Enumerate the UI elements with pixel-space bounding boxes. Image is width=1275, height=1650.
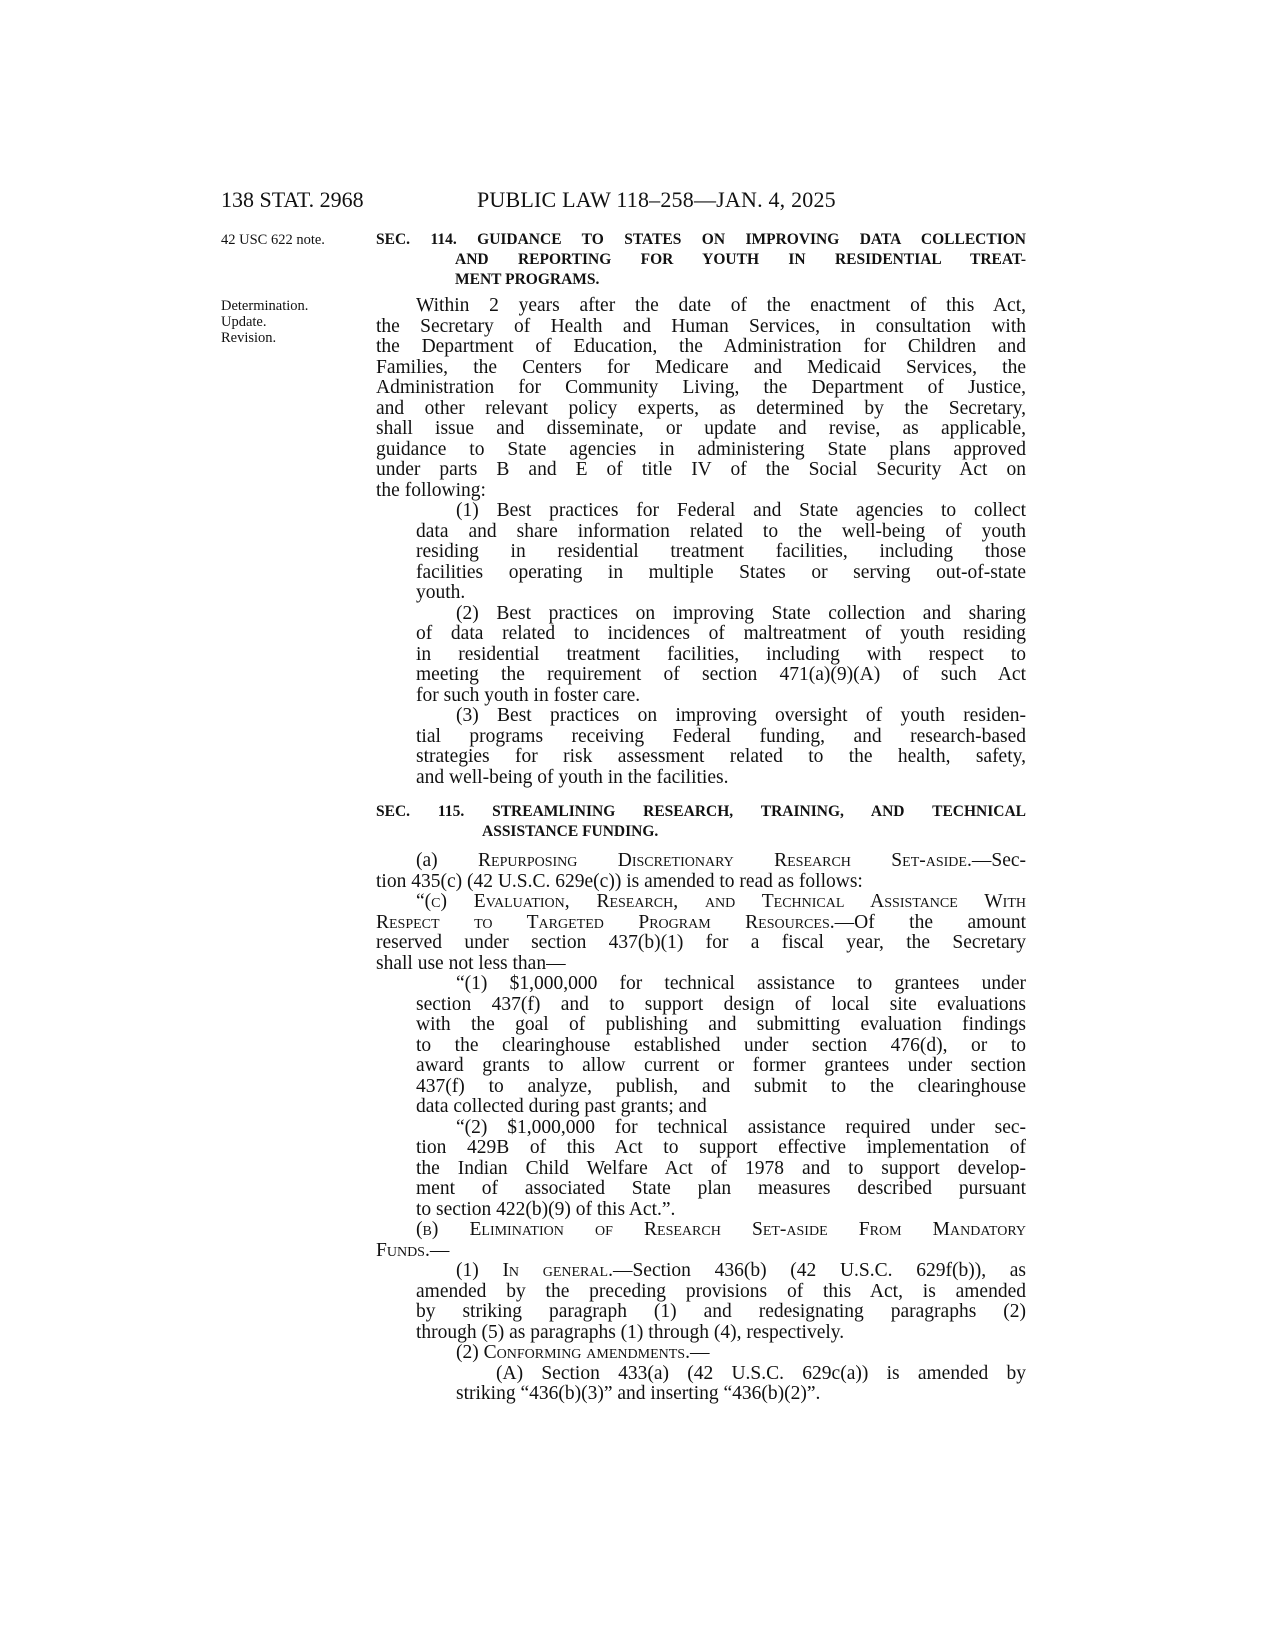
run: “(c) bbox=[416, 892, 474, 912]
heading-line: SEC. 114. GUIDANCE TO STATES ON IMPROVING DATA COLLECTION bbox=[376, 231, 1026, 248]
run: (a) bbox=[416, 851, 479, 871]
paragraph-title: Conforming amendments bbox=[483, 1343, 686, 1363]
text-line: amended by the preceding provisions of this Act, is amended bbox=[416, 1281, 1026, 1302]
run: (2) bbox=[456, 1343, 484, 1363]
sec115-quoted-subsection-c bbox=[376, 892, 1026, 974]
text-line: section 437(f) and to support design of local site evaluations bbox=[416, 994, 1026, 1015]
text-line: Administration for Community Living, the Department of Justice, bbox=[376, 378, 1026, 398]
run: .—Sec- bbox=[966, 851, 1026, 871]
text-line: facilities operating in multiple States or serving out-of-state bbox=[416, 562, 1026, 583]
sec114-heading bbox=[376, 230, 1026, 290]
text-line: and well-being of youth in the facilities. bbox=[416, 767, 729, 788]
run: (b) bbox=[416, 1220, 470, 1240]
text-line: meeting the requirement of section 471(a)(9)(A) of such Act bbox=[416, 665, 1026, 685]
text-line: youth. bbox=[416, 583, 466, 603]
text-line bbox=[416, 1261, 1026, 1282]
run: .—Section 436(b) (42 U.S.C. 629f(b)), as bbox=[608, 1261, 1026, 1281]
sec115-subsection-b bbox=[376, 1220, 1026, 1261]
subsection-c-title: Respect to Targeted Program Resources bbox=[376, 912, 830, 933]
text-line: Within 2 years after the date of the enactment of this Act, bbox=[416, 296, 1026, 316]
margin-note-determination: Determination. bbox=[221, 298, 309, 314]
text-line: tion 429B of this Act to support effective implementation of bbox=[416, 1138, 1026, 1158]
text-line bbox=[376, 1241, 1026, 1262]
text-line bbox=[416, 1343, 1026, 1364]
text-line: of data related to incidences of maltreatment of youth residing bbox=[416, 624, 1026, 644]
sec114-paragraph-3 bbox=[376, 706, 1026, 788]
text-line: (A) Section 433(a) (42 U.S.C. 629c(a)) is amended by bbox=[496, 1363, 1026, 1384]
run: (1) bbox=[456, 1261, 503, 1281]
run: .—Of the amount bbox=[829, 912, 1026, 933]
heading-line: MENT PROGRAMS. bbox=[455, 271, 600, 288]
subsection-a-title: Repurposing Discretionary Research Set-aside bbox=[478, 851, 967, 871]
text-line: striking “436(b)(3)” and inserting “436(b)(2)”. bbox=[456, 1384, 821, 1404]
subsection-b-title: Elimination of Research Set-aside From Mandatory bbox=[469, 1220, 1026, 1240]
subsection-b-title: Funds bbox=[376, 1240, 425, 1261]
text-line: “(1) $1,000,000 for technical assistance to grantees under bbox=[456, 974, 1026, 994]
margin-note-usc: 42 USC 622 note. bbox=[221, 232, 325, 248]
subsection-c-title: Evaluation, Research, and Technical Assistance With bbox=[473, 892, 1026, 912]
text-line: guidance to State agencies in administering State plans approved bbox=[376, 439, 1026, 460]
text-line: strategies for risk assessment related to the health, safety, bbox=[416, 747, 1026, 767]
text-line: shall issue and disseminate, or update and revise, as applicable, bbox=[376, 419, 1026, 439]
text-line: the Department of Education, the Administration for Children and bbox=[376, 337, 1026, 357]
sec115-b-paragraph-1 bbox=[376, 1261, 1026, 1343]
text-line: for such youth in foster care. bbox=[416, 685, 641, 706]
sec115-subsection-a bbox=[376, 851, 1026, 892]
sec114-paragraph-2 bbox=[376, 604, 1026, 707]
sec114-paragraph-1 bbox=[376, 501, 1026, 604]
text-line: (1) Best practices for Federal and State agencies to collect bbox=[456, 501, 1026, 521]
sec115-b-subparagraph-A bbox=[376, 1364, 1026, 1405]
text-line: to section 422(b)(9) of this Act.”. bbox=[416, 1199, 676, 1220]
text-line: shall use not less than— bbox=[376, 953, 566, 974]
text-line: (2) Best practices on improving State collection and sharing bbox=[456, 603, 1026, 624]
text-line: residing in residential treatment facilities, including those bbox=[416, 542, 1026, 562]
text-line bbox=[376, 851, 1026, 872]
margin-note-revision: Revision. bbox=[221, 330, 277, 346]
text-line: 437(f) to analyze, publish, and submit to the clearinghouse bbox=[416, 1076, 1026, 1097]
text-line: reserved under section 437(b)(1) for a fiscal year, the Secretary bbox=[376, 933, 1026, 953]
text-line: the Indian Child Welfare Act of 1978 and to support develop- bbox=[416, 1158, 1026, 1179]
text-line: award grants to allow current or former grantees under section bbox=[416, 1056, 1026, 1076]
run: .— bbox=[685, 1343, 710, 1363]
text-line: Families, the Centers for Medicare and Medicaid Services, the bbox=[376, 357, 1026, 378]
margin-note-update: Update. bbox=[221, 314, 267, 330]
text-line: under parts B and E of title IV of the Social Security Act on bbox=[376, 460, 1026, 480]
run: .— bbox=[424, 1240, 450, 1261]
heading-line: ASSISTANCE FUNDING. bbox=[482, 823, 659, 840]
sec115-c-paragraph-1 bbox=[376, 974, 1026, 1118]
text-line: through (5) as paragraphs (1) through (4), respectively. bbox=[416, 1322, 845, 1343]
page-header bbox=[221, 187, 1275, 217]
sec114-intro bbox=[376, 296, 1026, 501]
text-line: by striking paragraph (1) and redesignating paragraphs (2) bbox=[416, 1302, 1026, 1322]
text-line: the Secretary of Health and Human Services, in consultation with bbox=[376, 316, 1026, 337]
sec115-c-paragraph-2 bbox=[376, 1118, 1026, 1221]
text-line: in residential treatment facilities, including with respect to bbox=[416, 644, 1026, 665]
sec114-body bbox=[376, 296, 1026, 788]
text-line bbox=[376, 913, 1026, 934]
stat-citation: 138 STAT. 2968 bbox=[221, 187, 364, 212]
text-line: and other relevant policy experts, as determined by the Secretary, bbox=[376, 398, 1026, 419]
text-line: tion 435(c) (42 U.S.C. 629e(c)) is amended to read as follows: bbox=[376, 871, 863, 892]
text-line: tial programs receiving Federal funding, and research-based bbox=[416, 726, 1026, 747]
text-line: (3) Best practices on improving oversight of youth residen- bbox=[456, 706, 1026, 726]
sec115-body bbox=[376, 851, 1026, 1405]
text-line: with the goal of publishing and submitting evaluation findings bbox=[416, 1015, 1026, 1035]
text-line: “(2) $1,000,000 for technical assistance required under sec- bbox=[456, 1117, 1026, 1138]
heading-line: SEC. 115. STREAMLINING RESEARCH, TRAINING, AND TECHNICAL bbox=[376, 803, 1026, 820]
law-title: PUBLIC LAW 118–258—JAN. 4, 2025 bbox=[477, 187, 836, 212]
paragraph-title: In general bbox=[502, 1261, 609, 1281]
text-line: ment of associated State plan measures described pursuant bbox=[416, 1179, 1026, 1199]
text-line: the following: bbox=[376, 480, 486, 501]
text-line bbox=[376, 892, 1026, 913]
text-line bbox=[376, 1220, 1026, 1241]
sec115-b-paragraph-2 bbox=[376, 1343, 1026, 1364]
heading-line: AND REPORTING FOR YOUTH IN RESIDENTIAL TREAT- bbox=[455, 251, 1026, 268]
text-line: data and share information related to the well-being of youth bbox=[416, 521, 1026, 542]
text-line: data collected during past grants; and bbox=[416, 1097, 707, 1117]
sec115-heading bbox=[376, 802, 1026, 842]
text-line: to the clearinghouse established under section 476(d), or to bbox=[416, 1035, 1026, 1056]
